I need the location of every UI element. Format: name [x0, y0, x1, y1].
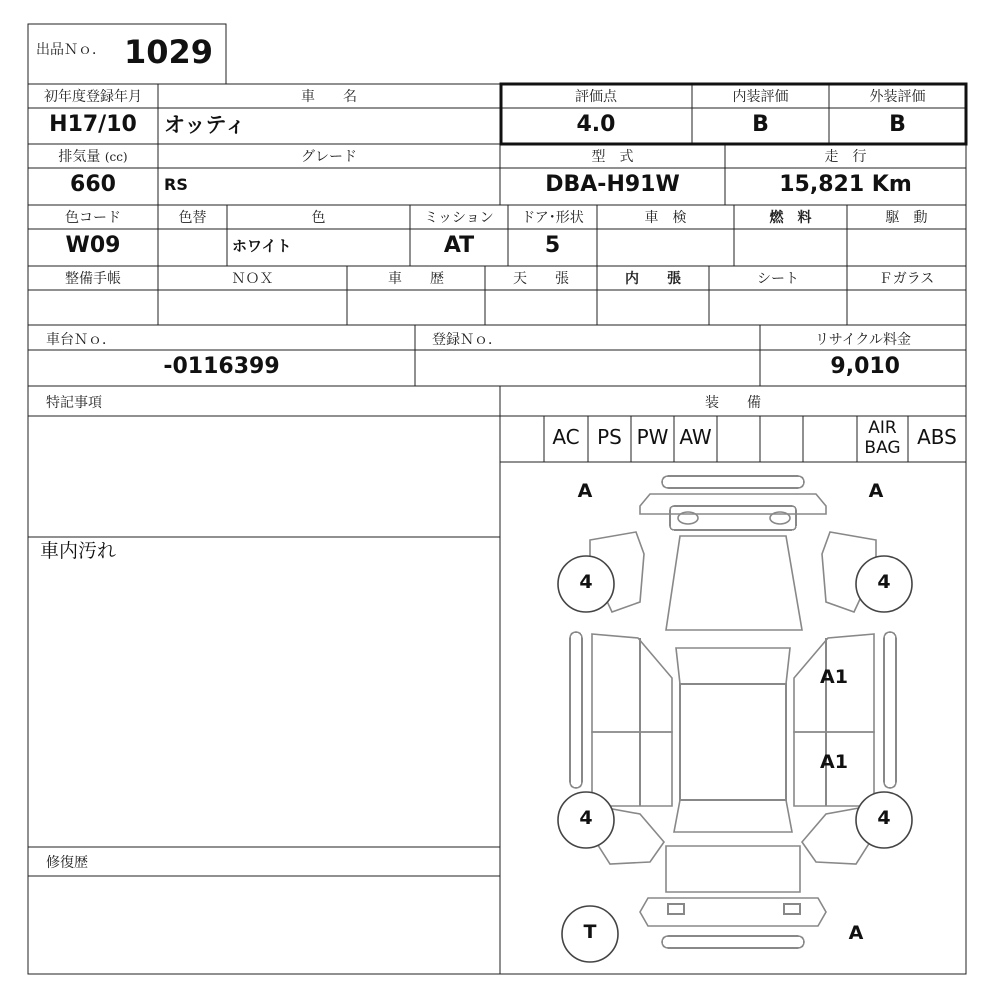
seat-label: シート	[757, 271, 799, 287]
right-rear-door-mark: A1	[820, 751, 848, 773]
rear-left-tire: 4	[579, 807, 593, 829]
lot-label: 出品Ｎｏ．	[36, 42, 106, 58]
special-notes-text	[40, 420, 490, 530]
fuel-label: 燃 料	[769, 210, 812, 226]
recycle-label: リサイクル料金	[814, 332, 912, 348]
equipment-item-airbag: AIR BAG	[864, 418, 901, 458]
right-front-door-mark: A1	[820, 666, 848, 688]
chassis-value: -0116399	[163, 354, 280, 379]
displacement-label	[28, 148, 158, 166]
repair-history-text	[40, 880, 490, 970]
grade-value: RS	[164, 175, 188, 194]
front-left-mark: A	[577, 480, 593, 502]
model-value: DBA-H91W	[545, 172, 680, 197]
first-reg-label: 初年度登録年月	[44, 89, 142, 105]
front-left-tire: 4	[579, 571, 593, 593]
exterior-rating-value: B	[889, 112, 906, 137]
repair-history-label: 修復歴	[46, 855, 88, 871]
score-label: 評価点	[575, 89, 617, 105]
nox-label: ＮＯＸ	[231, 271, 274, 287]
front-right-tire: 4	[877, 571, 891, 593]
interior-trim-label: 内 張	[625, 271, 681, 287]
door-label: ドア･形状	[521, 210, 584, 226]
mileage-label: 走 行	[824, 149, 867, 165]
front-right-mark: A	[868, 480, 884, 502]
recycle-value: 9,010	[830, 354, 900, 379]
inspection-label: 車 検	[644, 210, 687, 226]
chassis-label: 車台Ｎｏ．	[46, 332, 116, 348]
first-reg-value: H17/10	[49, 112, 137, 137]
equipment-item-ac: AC	[552, 425, 580, 449]
rear-right-tire: 4	[877, 807, 891, 829]
displacement-value: 660	[70, 172, 116, 197]
interior-stain-note: 車内汚れ	[40, 540, 117, 562]
sunroof-label: 天 張	[513, 271, 569, 287]
fglass-label: Ｆガラス	[878, 271, 935, 287]
car-body-diagram	[500, 462, 966, 974]
mileage-value: 15,821 Km	[779, 172, 912, 197]
score-value: 4.0	[576, 112, 616, 137]
color-value: ホワイト	[232, 237, 292, 255]
color-code-label: 色コード	[65, 210, 121, 226]
history-label: 車 歴	[388, 271, 444, 287]
lot-number: 1029	[124, 33, 214, 71]
special-notes-label: 特記事項	[46, 395, 102, 411]
color-label: 色	[311, 210, 326, 226]
door-value: 5	[544, 233, 561, 258]
maintenance-label: 整備手帳	[65, 271, 121, 287]
registration-label: 登録Ｎｏ．	[432, 332, 502, 348]
interior-rating-label: 内装評価	[732, 89, 789, 105]
model-label: 型 式	[591, 149, 634, 165]
interior-rating-value: B	[752, 112, 769, 137]
equipment-label: 装 備	[705, 395, 761, 411]
equipment-item-pw: PW	[636, 425, 669, 449]
displacement-unit: (cc)	[104, 150, 128, 164]
exterior-rating-label: 外装評価	[869, 89, 926, 105]
car-name-value: オッティ	[164, 113, 246, 137]
spare-tire-mark: T	[583, 921, 597, 943]
rear-mark: A	[848, 922, 864, 944]
car-name-label: 車 名	[301, 89, 357, 105]
equipment-item-aw: AW	[679, 425, 712, 449]
grade-label: グレード	[301, 149, 357, 165]
color-change-label: 色替	[178, 210, 207, 226]
equipment-item-ps: PS	[597, 425, 622, 449]
drive-label: 駆 動	[885, 210, 928, 226]
displacement-label-text: 排気量	[58, 149, 101, 165]
color-code-value: W09	[65, 233, 121, 258]
equipment-item-abs: ABS	[917, 425, 957, 449]
mission-label: ミッション	[424, 210, 494, 226]
mission-value: AT	[443, 233, 475, 258]
